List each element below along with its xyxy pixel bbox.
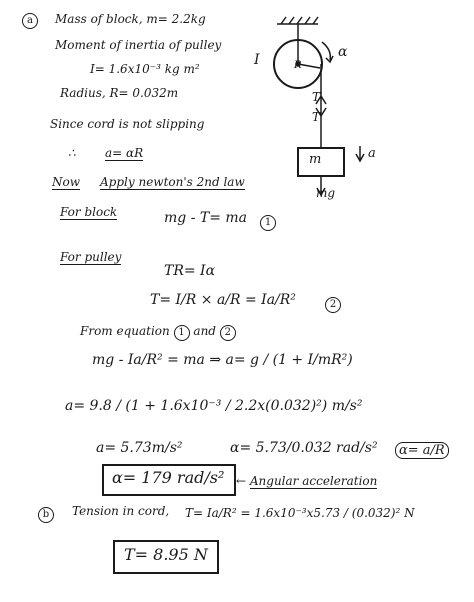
- a-substitution: a= 9.8 / (1 + 1.6x10⁻³ / 2.2x(0.032)²) m/s²: [65, 398, 363, 414]
- alpha-label: α: [338, 44, 348, 60]
- a-equals-alpha-r: a= αR: [105, 146, 144, 160]
- equation-1: mg - T= ma: [164, 210, 248, 226]
- alpha-result: α= 5.73/0.032 rad/s²: [230, 440, 378, 456]
- inertia-label-I: I: [254, 52, 260, 68]
- radius-line: Radius, R= 0.032m: [60, 86, 179, 100]
- tension-formula: T= Ia/R² = 1.6x10⁻³x5.73 / (0.032)² N: [185, 506, 415, 520]
- for-pulley-label: For pulley: [60, 250, 122, 264]
- equation-2-tag: 2: [325, 292, 341, 313]
- equation-1-tag: 1: [260, 210, 276, 231]
- for-block-label: For block: [60, 205, 118, 219]
- part-a-label: a: [22, 12, 38, 29]
- alpha-relation: α= a/R: [395, 442, 449, 459]
- part-b-label: b: [38, 502, 54, 523]
- mass-line: Mass of block, m= 2.2kg: [55, 12, 206, 26]
- block-mass-label: m: [309, 152, 322, 167]
- radius-label-R: R: [294, 60, 302, 71]
- tension-label-lower: T: [312, 110, 321, 124]
- acceleration-label: a: [368, 146, 376, 161]
- from-equation-line: From equation 1 and 2: [80, 324, 236, 341]
- weight-label: mg: [316, 186, 336, 200]
- now-label: Now: [52, 175, 80, 189]
- tension-label-upper: T: [312, 90, 321, 104]
- newton-law-line: Apply newton's 2nd law: [100, 175, 245, 189]
- tension-expression: T= I/R × a/R = Ia/R²: [150, 292, 296, 308]
- moment-value: I= 1.6x10⁻³ kg m²: [90, 62, 200, 76]
- moment-title: Moment of inertia of pulley: [55, 38, 222, 52]
- combined-equation: mg - Ia/R² = ma ⇒ a= g / (1 + I/mR²): [92, 352, 353, 368]
- tension-final: T= 8.95 N: [124, 545, 208, 564]
- a-result: a= 5.73m/s²: [96, 440, 183, 456]
- alpha-final: α= 179 rad/s²: [112, 468, 225, 487]
- torque-equation: TR= Iα: [164, 263, 216, 279]
- tension-heading: Tension in cord,: [72, 504, 170, 518]
- since-line: Since cord is not slipping: [50, 117, 205, 131]
- therefore-symbol: ∴: [68, 146, 76, 160]
- angular-acceleration-label: ← Angular acceleration: [236, 474, 378, 488]
